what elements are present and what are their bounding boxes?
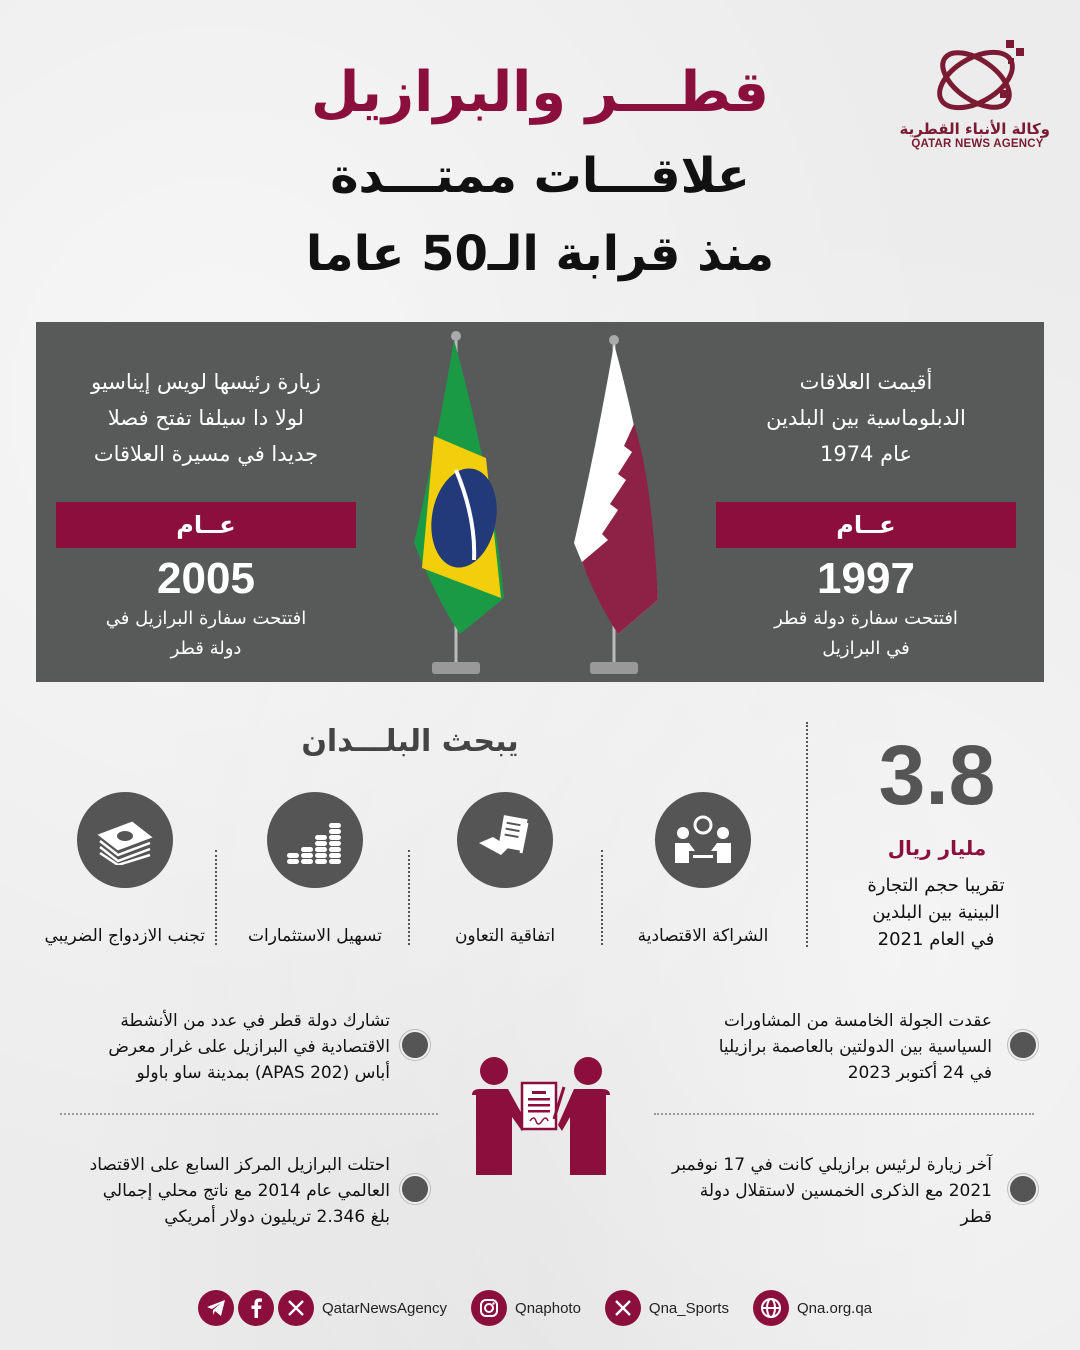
embassy-text <box>56 604 356 664</box>
fact-line: الاقتصادية في البرازيل على غرار معرض <box>108 1037 390 1057</box>
trade-desc-line: البينية بين البلدين <box>872 902 1000 923</box>
year-label-bar: عــام <box>56 502 356 548</box>
fact-divider <box>60 1113 438 1115</box>
bullet-dot <box>1008 1030 1038 1060</box>
topic-investment-facilitation <box>235 792 395 946</box>
bullet-dot <box>400 1174 430 1204</box>
topic-double-taxation <box>45 792 205 946</box>
fact-consultations <box>640 1008 992 1086</box>
topic-label: تجنب الازدواج الضريبي <box>44 926 205 946</box>
desc-line: عام 1974 <box>819 442 913 466</box>
fact-divider <box>654 1113 1034 1115</box>
subtitle-line-1: علاقـــات ممتـــدة <box>330 148 750 204</box>
sub-line: افتتحت سفارة دولة قطر <box>774 608 958 629</box>
topic-divider <box>601 850 603 945</box>
logo-name-english: QATAR NEWS AGENCY <box>911 138 1044 150</box>
globe-icon[interactable] <box>753 1290 789 1326</box>
presidential-visit-text <box>56 364 356 472</box>
desc-line: زيارة رئيسها لويس إيناسيو <box>91 370 321 394</box>
section-divider <box>806 722 808 947</box>
social-group-main <box>198 1290 457 1326</box>
year-value: 2005 <box>157 554 255 603</box>
topic-divider <box>215 850 217 945</box>
qatar-column <box>716 364 1016 664</box>
money-stack-icon <box>77 792 173 888</box>
social-handle[interactable]: Qnaphoto <box>515 1299 581 1317</box>
embassy-text <box>716 604 1016 664</box>
trade-value: 3.8 <box>878 728 996 822</box>
topic-label: تسهيل الاستثمارات <box>247 926 382 946</box>
topic-divider <box>408 850 410 945</box>
social-group-instagram <box>471 1290 591 1326</box>
desc-line: أقيمت العلاقات <box>799 370 933 394</box>
fact-line: السياسية بين الدولتين بالعاصمة برازيليا <box>718 1037 992 1057</box>
fact-line: احتلت البرازيل المركز السابع على الاقتصاد <box>89 1155 390 1175</box>
fact-line: العالمي عام 2014 مع ناتج محلي إجمالي <box>102 1181 390 1201</box>
meeting-icon <box>655 792 751 888</box>
social-footer <box>0 1288 1080 1328</box>
diplomatic-relations-text <box>716 364 1016 472</box>
fact-line: بلغ 2.346 تريليون دولار أمريكي <box>164 1207 390 1227</box>
brazil-flag-icon <box>414 331 504 674</box>
main-title: قطـــر والبرازيل <box>310 60 770 125</box>
fact-brazil-economy <box>38 1152 390 1230</box>
fact-line: تشارك دولة قطر في عدد من الأنشطة <box>120 1011 390 1031</box>
desc-line: جديدا في مسيرة العلاقات <box>93 442 319 466</box>
fact-line: 2021 مع الذكرى الخمسين لاستقلال دولة <box>699 1181 992 1201</box>
trade-desc-line: في العام 2021 <box>877 929 995 950</box>
business-agreement-icon <box>466 1055 616 1175</box>
bullet-dot <box>400 1030 430 1060</box>
x-icon[interactable] <box>278 1290 314 1326</box>
fact-last-visit <box>640 1152 992 1230</box>
trade-description <box>836 872 1036 953</box>
trade-unit: مليار ريال <box>887 836 987 860</box>
social-handle[interactable]: QatarNewsAgency <box>321 1299 448 1317</box>
fact-line: عقدت الجولة الخامسة من المشاورات <box>724 1011 992 1031</box>
agreement-icon <box>457 792 553 888</box>
facebook-icon[interactable] <box>238 1290 274 1326</box>
flags-illustration <box>396 328 696 682</box>
coins-icon <box>267 792 363 888</box>
topics-title: يبحث البلـــدان <box>301 724 519 759</box>
sub-line: في البرازيل <box>822 638 910 659</box>
social-group-website <box>753 1290 882 1326</box>
desc-line: لولا دا سيلفا تفتح فصلا <box>107 406 305 430</box>
relations-panel <box>36 322 1044 682</box>
fact-line: آخر زيارة لرئيس برازيلي كانت في 17 نوفمبر <box>672 1155 992 1175</box>
sub-line: افتتحت سفارة البرازيل في <box>105 608 307 629</box>
year-label-bar: عــام <box>716 502 1016 548</box>
desc-line: الدبلوماسية بين البلدين <box>766 406 966 430</box>
social-group-sports <box>605 1290 739 1326</box>
topic-label: الشراكة الاقتصادية <box>637 926 769 946</box>
sub-line: دولة قطر <box>170 638 242 659</box>
telegram-icon[interactable] <box>198 1290 234 1326</box>
x-icon[interactable] <box>605 1290 641 1326</box>
year-value: 1997 <box>817 554 915 603</box>
trade-desc-line: تقريبا حجم التجارة <box>867 875 1005 896</box>
subtitle-line-2: منذ قرابة الـ50 عاما <box>305 226 775 282</box>
bullet-dot <box>1008 1174 1038 1204</box>
topic-economic-partnership <box>623 792 783 946</box>
topic-label: اتفاقية التعاون <box>454 926 556 946</box>
logo-name-arabic: وكالة الأنباء القطرية <box>899 120 1050 138</box>
fact-line: في 24 أكتوبر 2023 <box>847 1063 992 1083</box>
qatar-flag-icon <box>574 335 658 674</box>
topic-cooperation-agreement <box>425 792 585 946</box>
fact-line: أباس (APAS 202) بمدينة ساو باولو <box>136 1063 390 1083</box>
website-link[interactable]: Qna.org.qa <box>796 1299 873 1317</box>
brazil-column <box>56 364 356 664</box>
instagram-icon[interactable] <box>471 1290 507 1326</box>
fact-line: قطر <box>960 1207 992 1227</box>
social-handle[interactable]: Qna_Sports <box>648 1299 729 1317</box>
fact-apas-exhibition <box>38 1008 390 1086</box>
